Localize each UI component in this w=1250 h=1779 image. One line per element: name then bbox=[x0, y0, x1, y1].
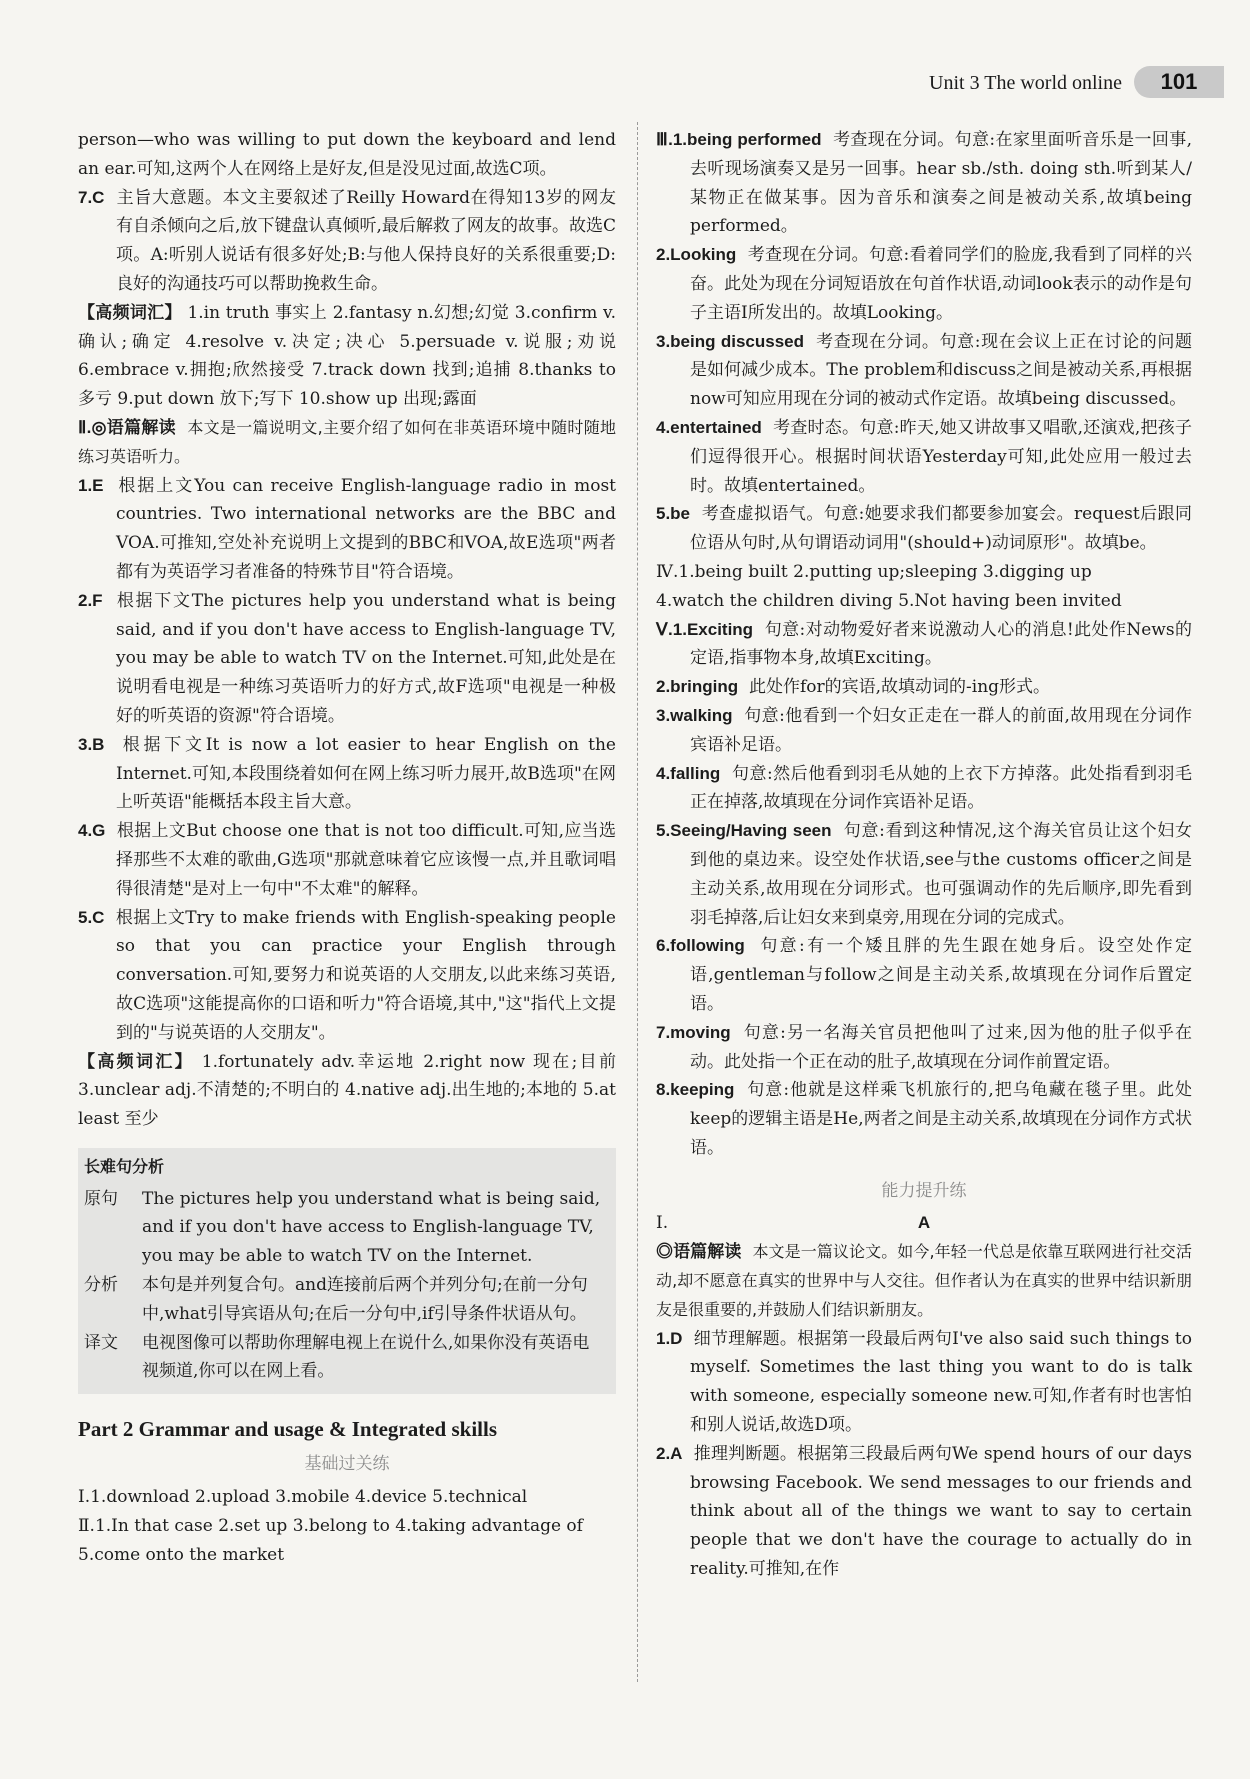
box-row-original bbox=[84, 1185, 606, 1271]
row-label: 原句 bbox=[84, 1188, 118, 1209]
reading-label: ◎语篇解读 bbox=[91, 417, 176, 437]
right-column bbox=[656, 126, 1192, 1584]
answer-line: 5.come onto the market bbox=[78, 1544, 285, 1565]
vocab-label: 【高频词汇】 bbox=[78, 302, 182, 322]
answer-key: 5.C bbox=[78, 907, 105, 927]
answer-item bbox=[78, 731, 616, 817]
answer-item bbox=[656, 673, 1192, 702]
left-column bbox=[78, 126, 616, 1569]
explanation: 根据上文Try to make friends with English-speaking people so that you can practice your English through conversation.可知,要努力和说英语的人交朋友,以此来练习英语,故C选项"这能提高你的口语和听力"符合语境,其中,"这"指代上文提到的"与说英语的人交朋友"。 bbox=[115, 907, 616, 1043]
explanation: 句意:对动物爱好者来说激动人心的消息!此处作News的定语,指事物本身,故填Exciting。 bbox=[690, 619, 1192, 669]
answer-item bbox=[656, 932, 1192, 1018]
answer-item bbox=[656, 500, 1192, 558]
reading-intro bbox=[656, 1238, 1192, 1324]
explanation: 细节理解题。根据第一段最后两句I've also said such things to myself. Sometimes the last thing you want to do is talk with someone, especially someone new.可知,作者有时也害怕和别人说话,故选D项。 bbox=[690, 1328, 1193, 1436]
explanation: 考查时态。句意:昨天,她又讲故事又唱歌,还演戏,把孩子们逗得很开心。根据时间状语Yesterday可知,此处应用一般过去时。故填entertained。 bbox=[690, 417, 1192, 496]
answer-key: 6.following bbox=[656, 936, 745, 956]
answer-line: 4.watch the children diving 5.Not having been invited bbox=[656, 590, 1122, 611]
answer-item bbox=[656, 817, 1192, 932]
explanation: 考查虚拟语气。句意:她要求我们都要参加宴会。request后跟同位语从句时,从句谓语动词用"(should+)动词原形"。故填be。 bbox=[690, 504, 1192, 554]
answer-key: 4.entertained bbox=[656, 417, 762, 437]
answer-item bbox=[656, 414, 1192, 500]
answer-key: 4.falling bbox=[656, 763, 721, 783]
answer-item bbox=[656, 1076, 1192, 1162]
answer-item bbox=[656, 1440, 1192, 1584]
section-number: Ⅰ. bbox=[656, 1213, 669, 1234]
answer-key: Ⅲ.1.being performed bbox=[656, 130, 822, 149]
vocab-label: 【高频词汇】 bbox=[78, 1051, 195, 1071]
reading-summary: 本文是一篇说明文,主要介绍了如何在非英语环境中随时随地练习英语听力。 bbox=[78, 417, 616, 466]
explanation: 句意:有一个矮且胖的先生跟在她身后。设空处作定语,gentleman与follow之间是主动关系,故填现在分词作后置定语。 bbox=[690, 936, 1192, 1014]
answer-item bbox=[78, 587, 616, 731]
explanation: 根据上文But choose one that is not too difficult.可知,应当选择那些不太难的歌曲,G选项"那就意味着它应该慢一点,并且歌词唱得很清楚"是对上一句中"不太难"的解释。 bbox=[116, 821, 616, 899]
running-title: Unit 3 The world online bbox=[929, 72, 1122, 94]
explanation: 此处作for的宾语,故填动词的-ing形式。 bbox=[748, 677, 1051, 698]
answer-item bbox=[656, 760, 1192, 818]
answer-item bbox=[656, 702, 1192, 760]
answer-line: Ⅳ.1.being built 2.putting up;sleeping 3.digging up bbox=[656, 561, 1092, 582]
explanation: 考查现在分词。句意:在家里面听音乐是一回事,去听现场演奏又是另一回事。hear sb./sth. doing sth.听到某人/某物正在做某事。因为音乐和演奏之间是被动关系,故填being performed。 bbox=[690, 130, 1193, 237]
answer-key: Ⅴ.1.Exciting bbox=[656, 619, 754, 639]
answer-key: 3.B bbox=[78, 734, 105, 754]
section-number: Ⅱ. bbox=[78, 417, 92, 437]
vocab-block bbox=[78, 1048, 616, 1134]
answer-key: 1.D bbox=[656, 1328, 683, 1348]
vocab-text: 1.fortunately adv.幸运地 2.right now 现在;目前 3.unclear adj.不清楚的;不明白的 4.native adj.出生地的;本地的 5.at least 至少 bbox=[78, 1051, 617, 1130]
answer-key: 3.walking bbox=[656, 705, 733, 725]
answer-key: 8.keeping bbox=[656, 1080, 735, 1100]
answer-line: Ⅱ.1.In that case 2.set up 3.belong to 4.taking advantage of bbox=[78, 1515, 583, 1536]
answer-item bbox=[656, 328, 1192, 414]
section-letter: A bbox=[917, 1213, 931, 1233]
row-text: 电视图像可以帮助你理解电视上在说什么,如果你没有英语电视频道,你可以在网上看。 bbox=[142, 1332, 590, 1382]
explanation: 句意:他看到一个妇女正走在一群人的前面,故用现在分词作宾语补足语。 bbox=[690, 705, 1192, 755]
reading-intro bbox=[78, 414, 616, 472]
answer-key: 2.Looking bbox=[656, 245, 737, 265]
answer-key: 5.Seeing/Having seen bbox=[656, 821, 832, 841]
explanation: 推理判断题。根据第三段最后两句We spend hours of our days browsing Facebook. We send messages to our friends and think about all of the things we want to say to certain people that we don't have the courage to actually do in reality.可推知,在作 bbox=[690, 1443, 1192, 1580]
vocab-block bbox=[78, 299, 616, 414]
vocab-text: 1.in truth 事实上 2.fantasy n.幻想;幻觉 3.confirm v.确认;确定 4.resolve v.决定;决心 5.persuade v.说服;劝说 6.embrace v.拥抱;欣然接受 7.track down 找到;追捕 8.thanks to 多亏 9.put down 放下;写下 10.show up 出现;露面 bbox=[78, 302, 617, 410]
answer-line: Ⅰ.1.download 2.upload 3.mobile 4.device 5.technical bbox=[78, 1487, 528, 1508]
part-title: Part 2 Grammar and usage & Integrated skills bbox=[78, 1417, 498, 1442]
answer-item bbox=[78, 817, 616, 903]
answer-key: 3.being discussed bbox=[656, 331, 805, 351]
explanation: 根据上文You can receive English-language radio in most countries. Two international networks are the BBC and VOA.可推知,空处补充说明上文提到的BBC和VOA,故E选项"两者都有为英语学习者准备的特殊节目"符合语境。 bbox=[116, 475, 617, 582]
row-text: The pictures help you understand what is being said, and if you don't have access to English-language TV, you may be able to watch TV on the Internet. bbox=[142, 1188, 601, 1267]
row-text: 本句是并列复合句。and连接前后两个并列分句;在前一分句中,what引导宾语从句;在后一分句中,if引导条件状语从句。 bbox=[142, 1275, 588, 1324]
answer-item bbox=[656, 1019, 1192, 1077]
explanation: 主旨大意题。本文主要叙述了Reilly Howard在得知13岁的网友有自杀倾向之后,放下键盘认真倾听,最后解救了网友的故事。故选C项。A:听别人说话有很多好处;B:与他人保持良好的关系很重要;D:良好的沟通技巧可以帮助挽救生命。 bbox=[116, 187, 616, 294]
answer-item bbox=[78, 472, 616, 587]
reading-summary: 本文是一篇议论文。如今,年轻一代总是依靠互联网进行社交活动,却不愿意在真实的世界中与人交往。但作者认为在真实的世界中结识新朋友是很重要的,并鼓励人们结识新朋友。 bbox=[656, 1242, 1193, 1319]
answer-item bbox=[78, 184, 616, 299]
answer-key: 1.E bbox=[78, 475, 104, 495]
answer-key: 2.bringing bbox=[656, 677, 739, 697]
answer-item bbox=[656, 616, 1192, 674]
answer-key: 2.F bbox=[78, 590, 103, 610]
column-divider bbox=[637, 122, 638, 1682]
answer-key: 7.C bbox=[78, 187, 105, 207]
section-header bbox=[656, 1209, 1192, 1238]
answer-item bbox=[656, 126, 1192, 241]
answer-item bbox=[78, 904, 616, 1048]
box-title: 长难句分析 bbox=[84, 1158, 165, 1176]
page-number: 101 bbox=[1134, 66, 1224, 98]
answer-key: 5.be bbox=[656, 504, 691, 524]
explanation: 句意:他就是这样乘飞机旅行的,把乌龟藏在毯子里。此处keep的逻辑主语是He,两者之间是主动关系,故填现在分词作方式状语。 bbox=[690, 1080, 1192, 1158]
answer-item bbox=[656, 241, 1192, 327]
sentence-analysis-box bbox=[78, 1148, 616, 1394]
explanation: 考查现在分词。句意:现在会议上正在讨论的问题是如何减少成本。The problem和discuss之间是被动关系,再根据now可知应用现在分词的被动式作定语。故填being discussed。 bbox=[690, 331, 1193, 410]
explanation: 句意:然后他看到羽毛从她的上衣下方掉落。此处指看到羽毛正在掉落,故填现在分词作宾语补足语。 bbox=[690, 763, 1193, 813]
explanation: 句意:另一名海关官员把他叫了过来,因为他的肚子似乎在动。此处指一个正在动的肚子,故填现在分词作前置定语。 bbox=[690, 1022, 1192, 1072]
row-label: 译文 bbox=[84, 1332, 118, 1353]
box-row-analysis bbox=[84, 1271, 606, 1329]
reading-label: ◎语篇解读 bbox=[656, 1242, 742, 1262]
answer-key: 7.moving bbox=[656, 1022, 731, 1042]
explanation: 根据下文The pictures help you understand what is being said, and if you don't have access to English-language TV, you may be able to watch TV on the Internet.可知,此处是在说明看电视是一种练习英语听力的好方式,故F选项"电视是一种极好的听英语的资源"符合语境。 bbox=[116, 590, 616, 726]
answer-key: 2.A bbox=[656, 1443, 683, 1463]
page-header bbox=[0, 60, 1250, 104]
answer-key: 4.G bbox=[78, 821, 106, 841]
explanation: 根据下文It is now a lot easier to hear English on the Internet.可知,本段围绕着如何在网上练习听力展开,故B选项"在网上听英语"能概括本段主旨大意。 bbox=[116, 734, 616, 813]
subsection-heading: 能力提升练 bbox=[881, 1180, 967, 1201]
answer-item bbox=[656, 1325, 1192, 1440]
explanation: 考查现在分词。句意:看着同学们的脸庞,我看到了同样的兴奋。此处为现在分词短语放在句首作状语,动词look表示的动作是句子主语I所发出的。故填Looking。 bbox=[690, 245, 1192, 323]
subsection-heading: 基础过关练 bbox=[304, 1454, 390, 1475]
box-row-translation bbox=[84, 1329, 606, 1387]
paragraph: person—who was willing to put down the keyboard and lend an ear.可知,这两个人在网络上是好友,但是没见过面,故选C项。 bbox=[78, 130, 616, 179]
explanation: 句意:看到这种情况,这个海关官员让这个妇女到他的桌边来。设空处作状语,see与the customs officer之间是主动关系,故用现在分词形式。也可强调动作的先后顺序,即先看到羽毛掉落,后让妇女来到桌旁,用现在分词的完成式。 bbox=[690, 821, 1192, 928]
row-label: 分析 bbox=[84, 1275, 118, 1296]
